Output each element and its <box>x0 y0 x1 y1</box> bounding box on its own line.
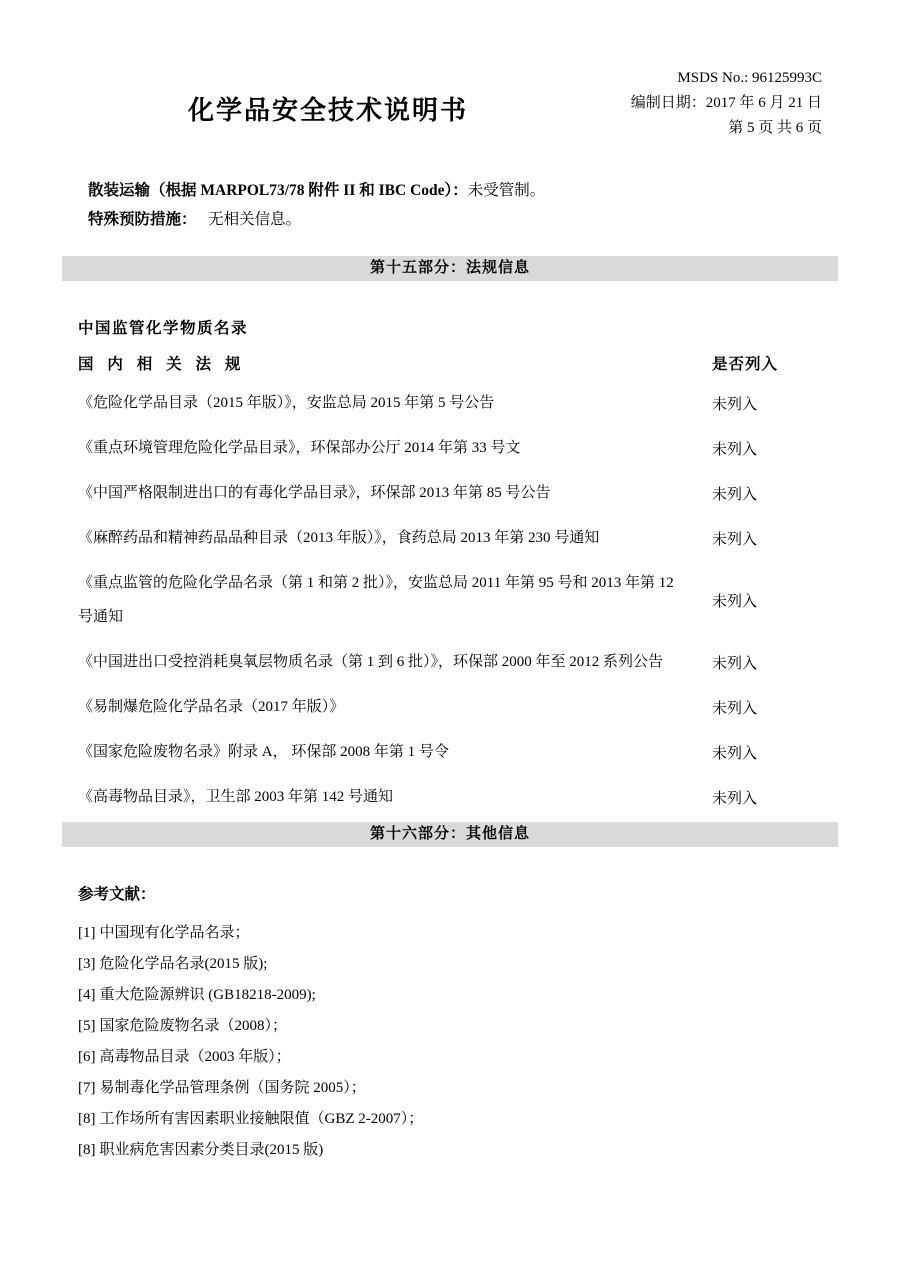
list-item <box>78 1042 822 1073</box>
msds-number: MSDS No.: 96125993C <box>677 70 822 86</box>
page-title: 化学品安全技术说明书 <box>188 96 469 125</box>
references-title: 参考文献： <box>78 886 156 903</box>
reference-index: [6] <box>78 1049 96 1065</box>
regulation-status: 未列入 <box>712 700 758 717</box>
special-precautions-label: 特殊预防措施： <box>88 211 197 228</box>
regulation-title: 中国监管化学物质名录 <box>78 320 249 337</box>
special-precautions-value: 无相关信息。 <box>208 211 302 228</box>
reference-text: 职业病危害因素分类目录(2015 版) <box>99 1142 324 1158</box>
regulation-name: 《中国严格限制进出口的有毒化学品目录》，环保部 2013 年第 85 号公告 <box>78 485 551 501</box>
table-row <box>78 690 822 724</box>
reference-text: 重大危险源辨识 (GB18218-2009); <box>99 987 316 1003</box>
list-item <box>78 1104 822 1135</box>
page-header <box>78 0 822 136</box>
reference-text: 高毒物品目录（2003 年版）； <box>99 1049 291 1065</box>
regulation-name: 《中国进出口受控消耗臭氧层物质名录（第 1 到 6 批）》，环保部 2000 年至 2012 系列公告 <box>78 654 664 670</box>
list-item <box>78 949 822 980</box>
table-row <box>78 521 822 555</box>
bulk-transport-note <box>88 176 545 205</box>
reference-text: 工作场所有害因素职业接触限值（GBZ 2-2007）； <box>99 1111 424 1127</box>
reference-index: [3] <box>78 956 96 972</box>
bulk-transport-value: 未受管制。 <box>467 182 546 199</box>
regulation-name: 《高毒物品目录》，卫生部 2003 年第 142 号通知 <box>78 789 394 805</box>
table-row <box>78 431 822 465</box>
reference-index: [1] <box>78 925 96 941</box>
regulation-table <box>78 316 822 825</box>
header-meta <box>631 66 822 141</box>
list-item <box>78 1073 822 1104</box>
table-row <box>78 735 822 769</box>
transport-notes <box>88 176 545 234</box>
regulation-status: 未列入 <box>712 441 758 458</box>
regulation-status: 未列入 <box>712 790 758 807</box>
regulation-status: 未列入 <box>712 486 758 503</box>
column-header-regulation: 国 内 相 关 法 规 <box>78 356 246 373</box>
reference-text: 危险化学品名录(2015 版); <box>99 956 268 972</box>
reference-text: 中国现有化学品名录； <box>99 925 250 941</box>
reference-index: [4] <box>78 987 96 1003</box>
list-item <box>78 1011 822 1042</box>
regulation-name: 《重点监管的危险化学品名录（第 1 和第 2 批）》，安监总局 2011 年第 95 号和 2013 年第 12 号通知 <box>78 575 674 625</box>
regulation-name: 《国家危险废物名录》附录 A， 环保部 2008 年第 1 号令 <box>78 744 449 760</box>
list-item <box>78 980 822 1011</box>
table-row <box>78 476 822 510</box>
regulation-name: 《危险化学品目录（2015 年版）》，安监总局 2015 年第 5 号公告 <box>78 395 495 411</box>
table-row <box>78 645 822 679</box>
list-item <box>78 1135 822 1166</box>
regulation-status: 未列入 <box>712 745 758 762</box>
table-row <box>78 780 822 814</box>
regulation-name: 《重点环境管理危险化学品目录》，环保部办公厅 2014 年第 33 号文 <box>78 440 521 456</box>
special-precautions-note <box>88 205 545 234</box>
page-number: 第 5 页 共 6 页 <box>728 120 822 136</box>
section-header-16: 第十六部分：其他信息 <box>62 822 838 847</box>
regulation-name: 《麻醉药品和精神药品品种目录（2013 年版）》，食药总局 2013 年第 230 号通知 <box>78 530 600 546</box>
reference-index: [8] <box>78 1111 96 1127</box>
compile-date: 编制日期：2017 年 6 月 21 日 <box>630 95 822 111</box>
table-row <box>78 386 822 420</box>
reference-index: [8] <box>78 1142 96 1158</box>
regulation-status: 未列入 <box>712 396 758 413</box>
reference-text: 国家危险废物名录（2008）； <box>99 1018 288 1034</box>
reference-index: [7] <box>78 1080 96 1096</box>
reference-index: [5] <box>78 1018 96 1034</box>
regulation-status: 未列入 <box>712 531 758 548</box>
list-item <box>78 918 822 949</box>
section-header-15: 第十五部分：法规信息 <box>62 256 838 281</box>
regulation-name: 《易制爆危险化学品名录（2017 年版）》 <box>78 699 345 715</box>
reference-text: 易制毒化学品管理条例（国务院 2005）； <box>99 1080 366 1096</box>
regulation-table-header <box>78 352 822 374</box>
bulk-transport-label: 散装运输（根据 MARPOL73/78 附件 II 和 IBC Code）： <box>88 182 468 199</box>
column-header-status: 是否列入 <box>712 356 779 373</box>
regulation-status: 未列入 <box>712 655 758 672</box>
regulation-status: 未列入 <box>712 593 758 610</box>
table-row <box>78 566 822 634</box>
references-block <box>78 882 822 1166</box>
